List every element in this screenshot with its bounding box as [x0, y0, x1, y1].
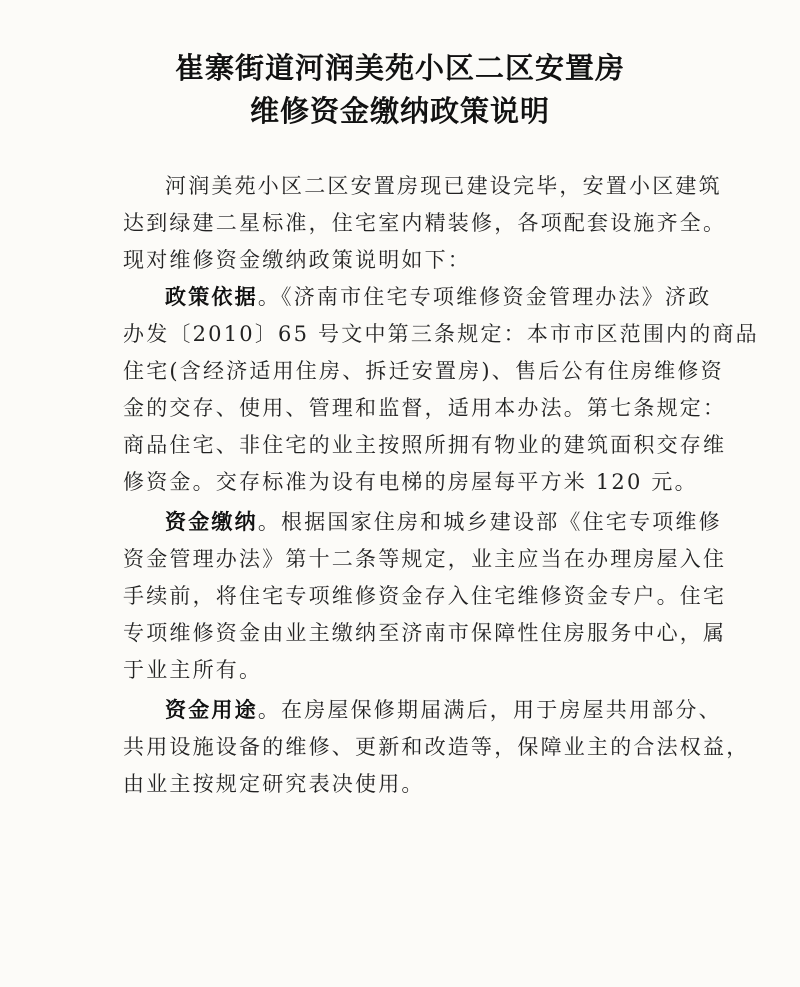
- payment-line-2: 资金管理办法》第十二条等规定，业主应当在办理房屋入住: [123, 547, 727, 571]
- usage-line-2: 共用设施设备的维修、更新和改造等，保障业主的合法权益，: [123, 735, 750, 759]
- payment-line-5: 于业主所有。: [123, 658, 263, 682]
- document-title-line-1: 崔寨街道河润美苑小区二区安置房: [174, 51, 625, 85]
- intro-line-3: 现对维修资金缴纳政策说明如下：: [123, 248, 471, 272]
- payment-line-4: 专项维修资金由业主缴纳至济南市保障性住房服务中心，属: [123, 621, 727, 645]
- policy-first-line: [165, 281, 711, 311]
- intro-line-1: 河润美苑小区二区安置房现已建设完毕，安置小区建筑: [165, 174, 722, 198]
- usage-first-rest: 。在房屋保修期届满后，用于房屋共用部分、: [257, 698, 722, 722]
- policy-lead: 政策依据: [165, 285, 258, 309]
- document-title-line-2: 维修资金缴纳政策说明: [249, 94, 550, 128]
- payment-lead: 资金缴纳: [165, 510, 258, 534]
- policy-line-4: 金的交存、使用、管理和监督，适用本办法。第七条规定：: [123, 396, 727, 420]
- usage-first-line: [165, 694, 722, 724]
- payment-first-line: [165, 506, 722, 536]
- policy-line-2: 办发〔2010〕65 号文中第三条规定：本市市区范围内的商品: [123, 322, 759, 346]
- payment-line-3: 手续前，将住宅专项维修资金存入住宅维修资金专户。住宅: [123, 584, 727, 608]
- intro-line-2: 达到绿建二星标准，住宅室内精装修，各项配套设施齐全。: [123, 211, 727, 235]
- policy-first-rest: 。《济南市住宅专项维修资金管理办法》济政: [257, 285, 712, 309]
- policy-line-5: 商品住宅、非住宅的业主按照所拥有物业的建筑面积交存维: [123, 433, 727, 457]
- usage-line-3: 由业主按规定研究表决使用。: [123, 772, 425, 796]
- payment-first-rest: 。根据国家住房和城乡建设部《住宅专项维修: [257, 510, 722, 534]
- policy-line-6: 修资金。交存标准为设有电梯的房屋每平方米 120 元。: [123, 470, 698, 494]
- usage-lead: 资金用途: [165, 698, 258, 722]
- policy-line-3: 住宅(含经济适用住房、拆迁安置房)、售后公有住房维修资: [123, 359, 724, 383]
